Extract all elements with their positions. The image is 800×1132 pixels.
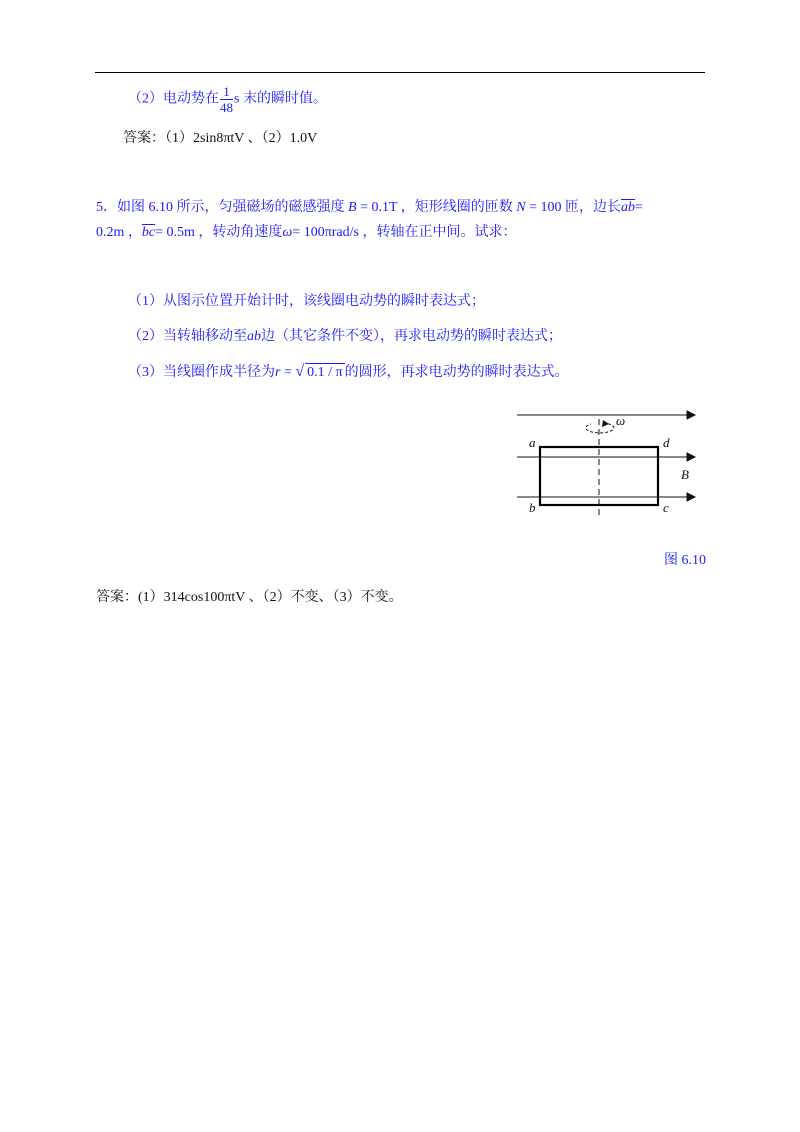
vertex-label-b: b	[529, 500, 536, 515]
q5-sub2	[128, 328, 562, 346]
fraction-numerator: 1	[220, 84, 233, 100]
segment-ab: $\overline{ab}$	[621, 200, 636, 215]
q5-line2	[96, 224, 516, 242]
q5-sub2-post: 边（其它条件不变），再求电动势的瞬时表达式；	[261, 329, 562, 344]
part2-suffix: s 末的瞬时值。	[234, 91, 327, 107]
q5-text-3: = 100 匝，边长	[525, 200, 622, 215]
q5-text-2: = 0.1T ，矩形线圈的匝数	[356, 200, 513, 215]
q5-line1	[96, 199, 643, 217]
field-label-B: B	[681, 467, 689, 482]
fraction	[220, 84, 233, 115]
q5-text-1: 如图 6.10 所示，匀强磁场的磁感强度	[117, 200, 345, 215]
part2-question	[128, 84, 327, 115]
var-r: r	[275, 365, 281, 380]
rectangular-coil	[540, 447, 658, 505]
fraction-denominator: 48	[220, 100, 233, 115]
header-rule	[95, 72, 705, 73]
vertex-label-a: a	[529, 435, 536, 450]
vertex-label-c: c	[663, 500, 669, 515]
var-omega: ω	[282, 225, 293, 240]
vertex-label-d: d	[663, 435, 670, 450]
q5-text-5: 0.2m ，	[96, 225, 142, 240]
q5-sub1: （1）从图示位置开始计时，该线圈电动势的瞬时表达式；	[128, 294, 485, 309]
q5-text-6: = 0.5m ，转动角速度	[155, 225, 283, 240]
q5-number: 5．	[96, 200, 117, 215]
rotation-arrow-icon	[586, 423, 614, 433]
figure-caption: 图 6.10	[664, 553, 706, 568]
q5-text-4: =	[635, 200, 643, 215]
edge-ab: ab	[247, 329, 261, 344]
figure-6-10-diagram	[515, 405, 705, 520]
sqrt-radicand: 0.1 / π	[307, 365, 343, 380]
var-N: N	[516, 200, 526, 215]
answer-block-1: 答案：（1）2sin8πtV 、（2）1.0V	[123, 131, 318, 146]
q5-sub3-eq: =	[280, 365, 296, 380]
omega-label: ω	[616, 413, 626, 428]
q5-sub3	[128, 363, 569, 382]
q5-sub3-pre: （3）当线圈作成半径为	[128, 365, 275, 380]
answer-block-2: 答案：(1）314cos100πtV 、（2）不变、（3）不变。	[96, 590, 403, 605]
q5-sub3-post: 的圆形，再求电动势的瞬时表达式。	[344, 365, 569, 380]
sqrt-sign: √	[295, 363, 305, 380]
segment-bc: $\overline{bc}$	[141, 225, 156, 240]
part2-label: （2）电动势在	[128, 91, 219, 107]
var-B: B	[348, 200, 357, 215]
q5-sub2-pre: （2）当转轴移动至	[128, 329, 247, 344]
rotation-arrowhead-icon	[602, 420, 609, 427]
q5-text-7: = 100πrad/s ，转轴在正中间。试求：	[292, 225, 517, 240]
